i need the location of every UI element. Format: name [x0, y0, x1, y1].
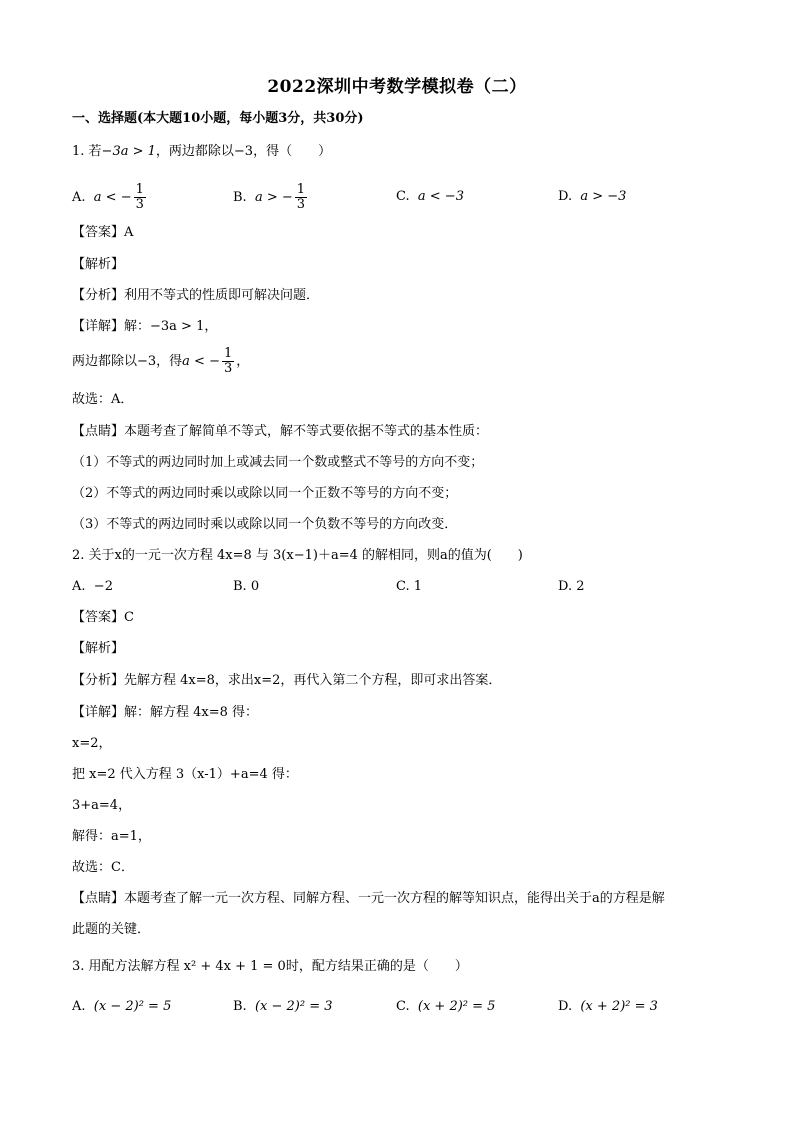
q1-xiangjie: 【详解】解：−3a > 1， — [72, 319, 218, 334]
fraction: $\frac{1}{3}$ — [135, 182, 144, 212]
q2-step-1: x=2， — [72, 736, 112, 751]
q1-guxuan: 故选：A． — [72, 392, 134, 407]
q2-answer: 【答案】C — [72, 610, 134, 625]
q2-stem: 2. 关于x的一元一次方程 4x=8 与 3(x−1)＋a=4 的解相同，则a的值为( ) — [72, 548, 523, 563]
q1-option-a: A. a < − $\frac{1}{3}$ — [72, 182, 144, 212]
q2-option-b: B. 0 — [233, 579, 260, 594]
q3-stem: 3. 用配方法解方程 x² + 4x + 1 = 0时，配方结果正确的是（ ） — [72, 959, 468, 974]
q1-jiexi: 【解析】 — [72, 257, 125, 272]
q3-option-d: D. (x + 2)² = 3 — [558, 999, 658, 1014]
q1-step2: 两边都除以−3，得a < − $\frac{1}{3}$ ， — [72, 346, 250, 376]
q1-fenxi: 【分析】利用不等式的性质即可解决问题． — [72, 288, 320, 303]
q2-dianjing-cont: 此题的关键． — [72, 922, 151, 937]
q2-guxuan: 故选：C． — [72, 860, 134, 875]
section-heading: 一、选择题(本大题10小题，每小题3分，共30分) — [72, 111, 364, 126]
q2-step-3: 3+a=4， — [72, 798, 132, 813]
q1-rule-3: （3）不等式的两边同时乘以或除以同一个负数不等号的方向改变． — [72, 517, 458, 532]
q2-jiexi: 【解析】 — [72, 641, 125, 656]
q1-option-c: C. a < −3 — [396, 189, 464, 204]
q2-step-2: 把 x=2 代入方程 3（x-1）+a=4 得： — [72, 767, 298, 782]
q1-rule-2: （2）不等式的两边同时乘以或除以同一个正数不等号的方向不变； — [72, 486, 458, 501]
q2-option-a: A. −2 — [72, 579, 113, 594]
fraction: $\frac{1}{3}$ — [296, 182, 306, 212]
q3-option-c: C. (x + 2)² = 5 — [396, 999, 496, 1014]
q2-dianjing: 【点睛】本题考查了解一元一次方程、同解方程、一元一次方程的解等知识点，能得出关于a的方程是解 — [72, 891, 665, 906]
q2-option-c: C. 1 — [396, 579, 423, 594]
q1-rule-1: （1）不等式的两边同时加上或减去同一个数或整式不等号的方向不变； — [72, 455, 484, 470]
fraction: $\frac{1}{3}$ — [223, 346, 233, 376]
q1-option-b: B. a > − $\frac{1}{3}$ — [233, 182, 306, 212]
q2-step-4: 解得：a=1， — [72, 829, 151, 844]
q2-xiangjie: 【详解】解：解方程 4x=8 得： — [72, 705, 259, 720]
q2-option-d: D. 2 — [558, 579, 585, 594]
page-title: 2022深圳中考数学模拟卷（二） — [267, 77, 527, 97]
q1-dianjing: 【点睛】本题考查了解简单不等式，解不等式要依据不等式的基本性质： — [72, 424, 489, 439]
q1-stem: 1. 若−3a > 1，两边都除以−3，得（ ） — [72, 144, 332, 159]
q3-option-a: A. (x − 2)² = 5 — [72, 999, 172, 1014]
q3-option-b: B. (x − 2)² = 3 — [233, 999, 333, 1014]
q2-fenxi: 【分析】先解方程 4x=8，求出x=2，再代入第二个方程，即可求出答案． — [72, 673, 502, 688]
q1-option-d: D. a > −3 — [558, 189, 627, 204]
q1-answer: 【答案】A — [72, 225, 134, 240]
